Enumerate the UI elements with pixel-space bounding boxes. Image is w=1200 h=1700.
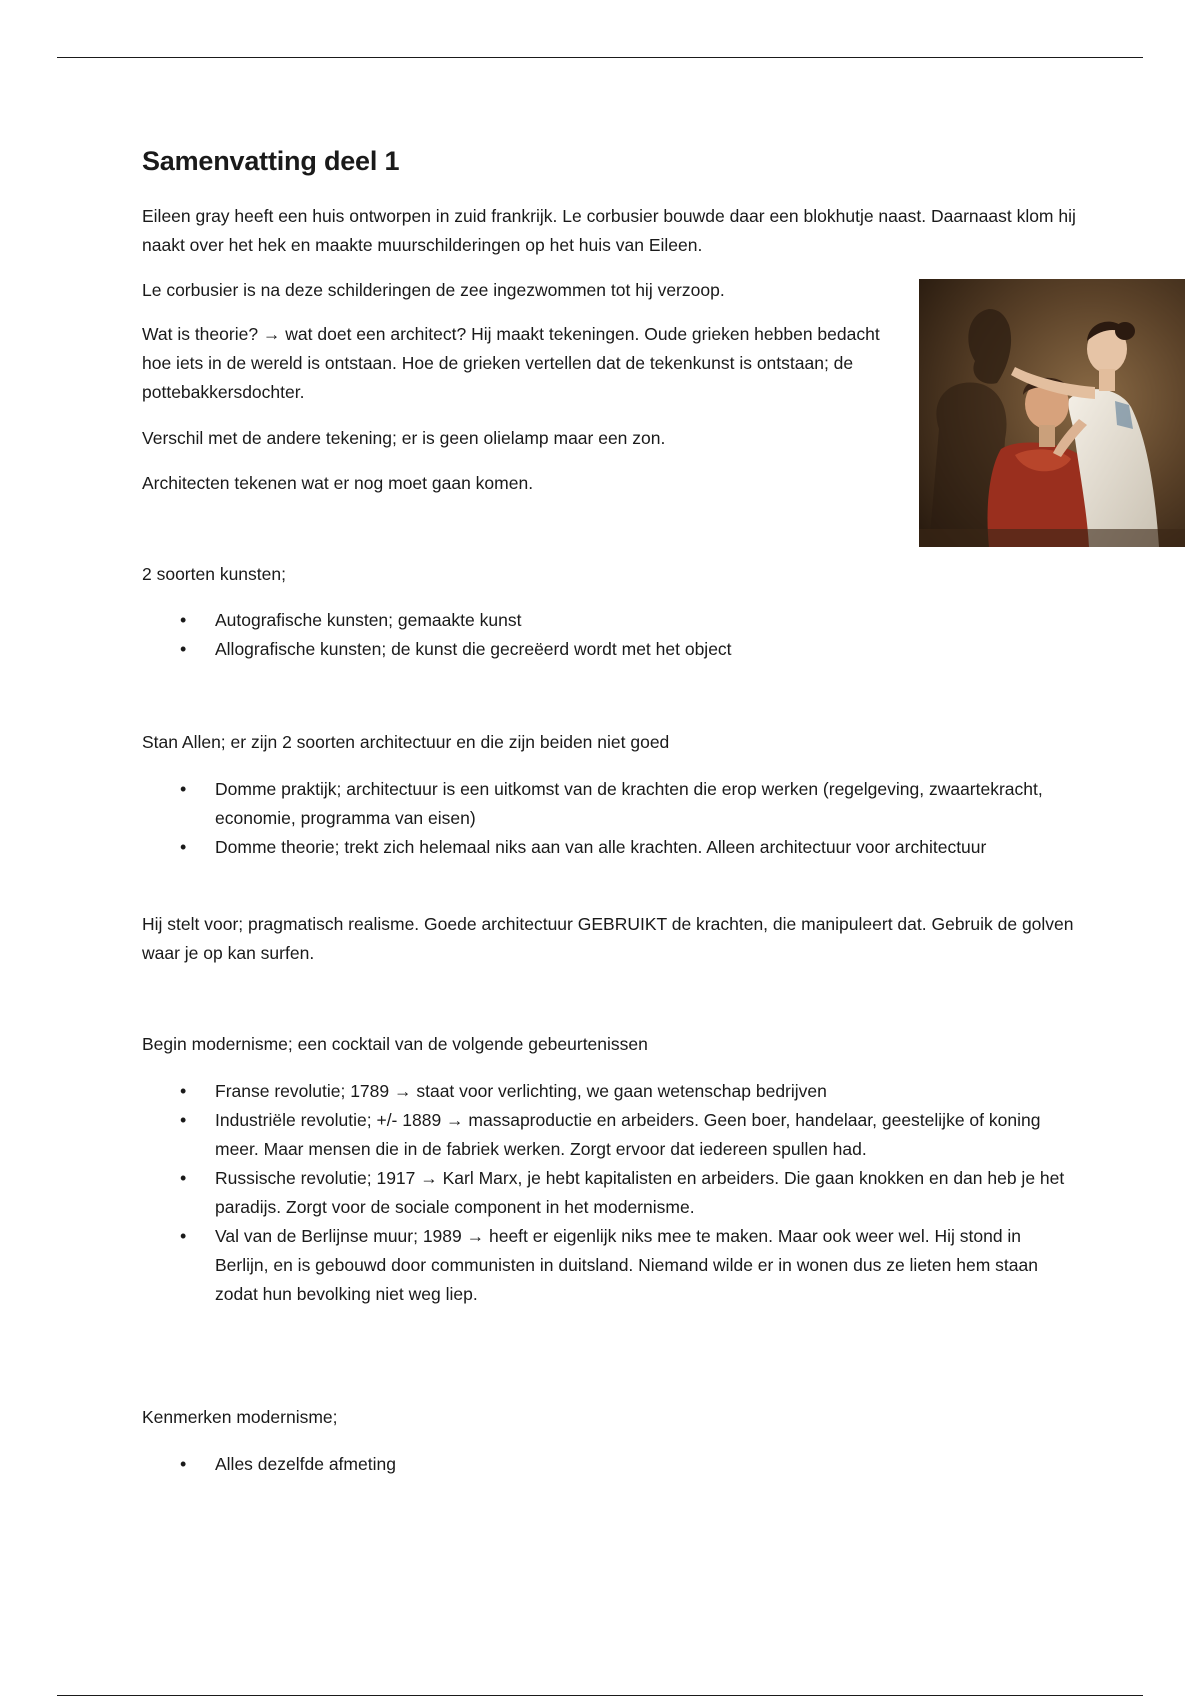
list-item: • Domme praktijk; architectuur is een uitkomst van de krachten die erop werken (regelgeving, zwaartekracht, economie, programma van eisen) <box>142 775 1077 833</box>
footer-rule <box>57 1695 1143 1696</box>
list-item: • Alles dezelfde afmeting <box>142 1450 1077 1479</box>
intro-paragraph: Eileen gray heeft een huis ontworpen in zuid frankrijk. Le corbusier bouwde daar een blokhutje naast. Daarnaast klom hij naakt over het hek en maakte muurschilderingen op het huis van Eileen. <box>142 206 1076 255</box>
stan-allen-conclusion: Hij stelt voor; pragmatisch realisme. Goede architectuur GEBRUIKT de krachten, die manipuleert dat. Gebruik de golven waar je op kan surfen. <box>142 914 1074 963</box>
modernism-heading: Begin modernisme; een cocktail van de volgende gebeurtenissen <box>142 1034 648 1054</box>
architects-paragraph: Architecten tekenen wat er nog moet gaan komen. <box>142 473 534 493</box>
header-rule <box>57 57 1143 58</box>
list-item: • Russische revolutie; 1917 → Karl Marx, je hebt kapitalisten en arbeiders. Die gaan knokken en dan heb je het paradijs. Zorgt voor de sociale component in het modernisme. <box>142 1164 1077 1222</box>
list-item: • Allografische kunsten; de kunst die gecreëerd wordt met het object <box>142 635 1077 664</box>
arts-heading: 2 soorten kunsten; <box>142 564 286 584</box>
modernism-list <box>142 1077 1077 1309</box>
features-list <box>142 1450 1077 1479</box>
pottery-daughter-painting <box>919 279 1185 547</box>
difference-paragraph: Verschil met de andere tekening; er is geen olielamp maar een zon. <box>142 428 666 448</box>
page-title: Samenvatting deel 1 <box>142 146 400 176</box>
corbusier-paragraph: Le corbusier is na deze schilderingen de zee ingezwommen tot hij verzoop. <box>142 280 725 300</box>
stan-allen-list <box>142 775 1077 862</box>
stan-allen-heading: Stan Allen; er zijn 2 soorten architectuur en die zijn beiden niet goed <box>142 732 670 752</box>
list-item: • Domme theorie; trekt zich helemaal niks aan van alle krachten. Alleen architectuur voor architectuur <box>142 833 1077 862</box>
list-item: • Industriële revolutie; +/- 1889 → massaproductie en arbeiders. Geen boer, handelaar, geestelijke of koning meer. Maar mensen die in de fabriek werken. Zorgt ervoor dat iedereen spullen had. <box>142 1106 1077 1164</box>
list-item: • Val van de Berlijnse muur; 1989 → heeft er eigenlijk niks mee te maken. Maar ook weer wel. Hij stond in Berlijn, en is gebouwd door communisten in duitsland. Niemand wilde er in wonen dus ze lieten hem staan zodat hun bevolking niet weg liep. <box>142 1222 1077 1309</box>
theory-paragraph: Wat is theorie? → wat doet een architect? Hij maakt tekeningen. Oude grieken hebben bedacht hoe iets in de wereld is ontstaan. Hoe de grieken vertellen dat de tekenkunst is ontstaan; de pottebakkersdochter. <box>142 324 880 402</box>
list-item: • Autografische kunsten; gemaakte kunst <box>142 606 1077 635</box>
list-item: • Franse revolutie; 1789 → staat voor verlichting, we gaan wetenschap bedrijven <box>142 1077 1077 1106</box>
arts-list <box>142 606 1077 664</box>
features-heading: Kenmerken modernisme; <box>142 1407 338 1427</box>
